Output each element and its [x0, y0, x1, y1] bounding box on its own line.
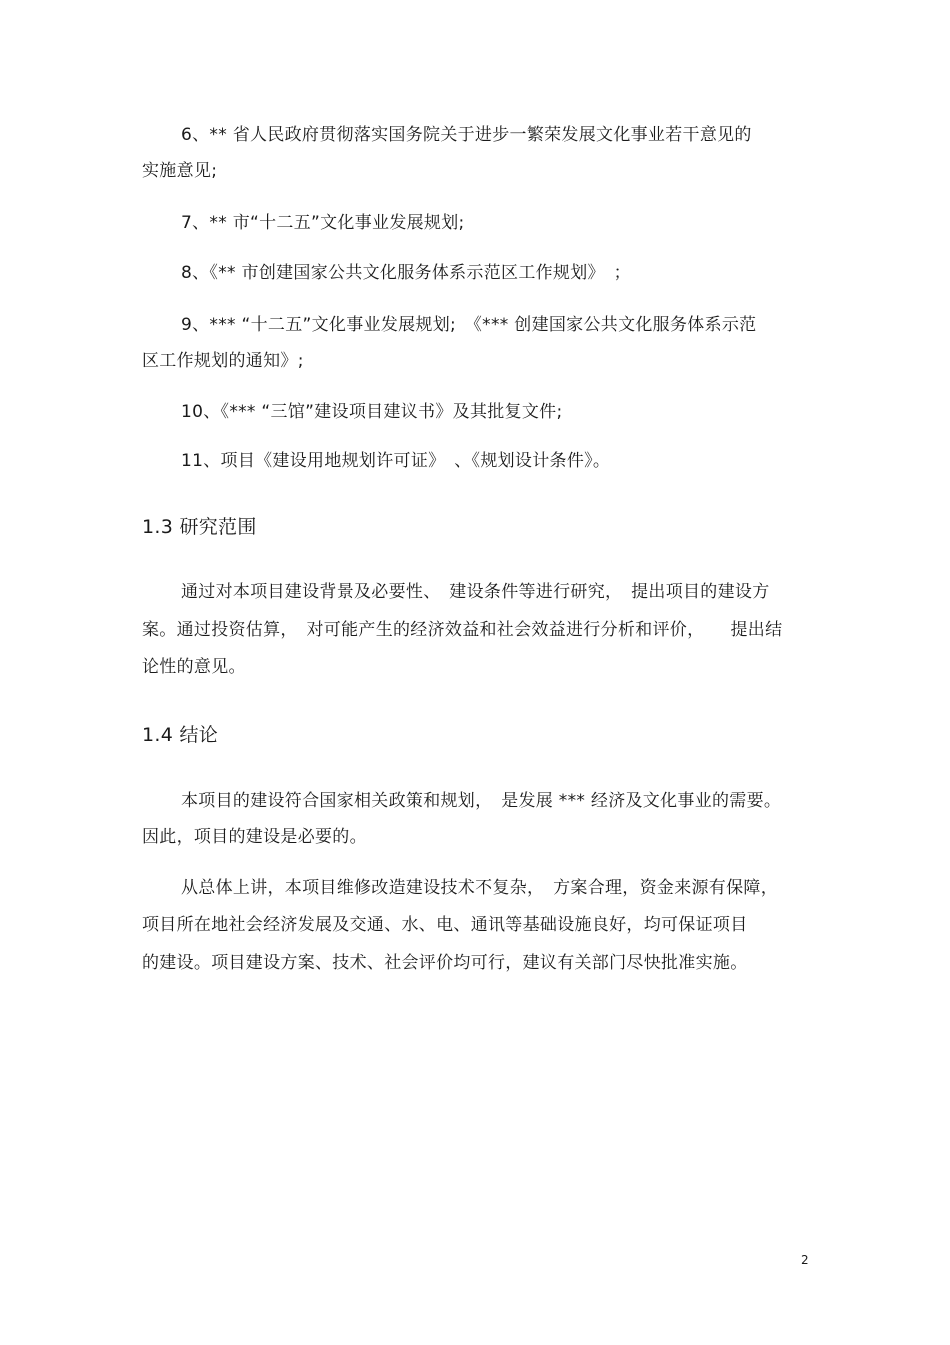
reference-item-7: 7、** 市“十二五”文化事业发展规划;: [181, 213, 465, 233]
reference-item-8: 8、《** 市创建国家公共文化服务体系示范区工作规划》 ；: [181, 263, 631, 283]
conclusion-paragraph-2-line-3: 的建设。项目建设方案、技术、社会评价均可行，建议有关部门尽快批准实施。: [142, 953, 748, 973]
section-heading-conclusion: 1.4 结论: [142, 724, 219, 746]
conclusion-paragraph-2-line-2: 项目所在地社会经济发展及交通、水、电、通讯等基础设施良好，均可保证项目: [142, 915, 748, 935]
reference-item-11: 11、项目《建设用地规划许可证》 、《规划设计条件》。: [181, 451, 611, 471]
reference-item-6-line-1: 6、** 省人民政府贯彻落实国务院关于进步一繁荣发展文化事业若干意见的: [181, 125, 752, 145]
research-scope-paragraph-line-3: 论性的意见。: [142, 657, 246, 677]
research-scope-paragraph-line-1: 通过对本项目建设背景及必要性、 建设条件等进行研究， 提出项目的建设方: [181, 582, 770, 602]
reference-item-10: 10、《*** “三馆”建设项目建议书》及其批复文件;: [181, 402, 563, 422]
conclusion-paragraph-1-line-1: 本项目的建设符合国家相关政策和规划， 是发展 *** 经济及文化事业的需要。: [181, 791, 782, 811]
page-number: 2: [801, 1253, 809, 1267]
conclusion-paragraph-2-line-1: 从总体上讲，本项目维修改造建设技术不复杂， 方案合理，资金来源有保障，: [181, 878, 778, 898]
reference-item-6-line-2: 实施意见;: [142, 161, 218, 181]
reference-item-9-line-2: 区工作规划的通知》;: [142, 351, 304, 371]
conclusion-paragraph-1-line-2: 因此，项目的建设是必要的。: [142, 827, 367, 847]
section-heading-research-scope: 1.3 研究范围: [142, 516, 257, 538]
reference-item-9-line-1: 9、*** “十二五”文化事业发展规划; 《*** 创建国家公共文化服务体系示范: [181, 315, 757, 335]
research-scope-paragraph-line-2: 案。通过投资估算， 对可能产生的经济效益和社会效益进行分析和评价， 提出结: [142, 620, 783, 640]
